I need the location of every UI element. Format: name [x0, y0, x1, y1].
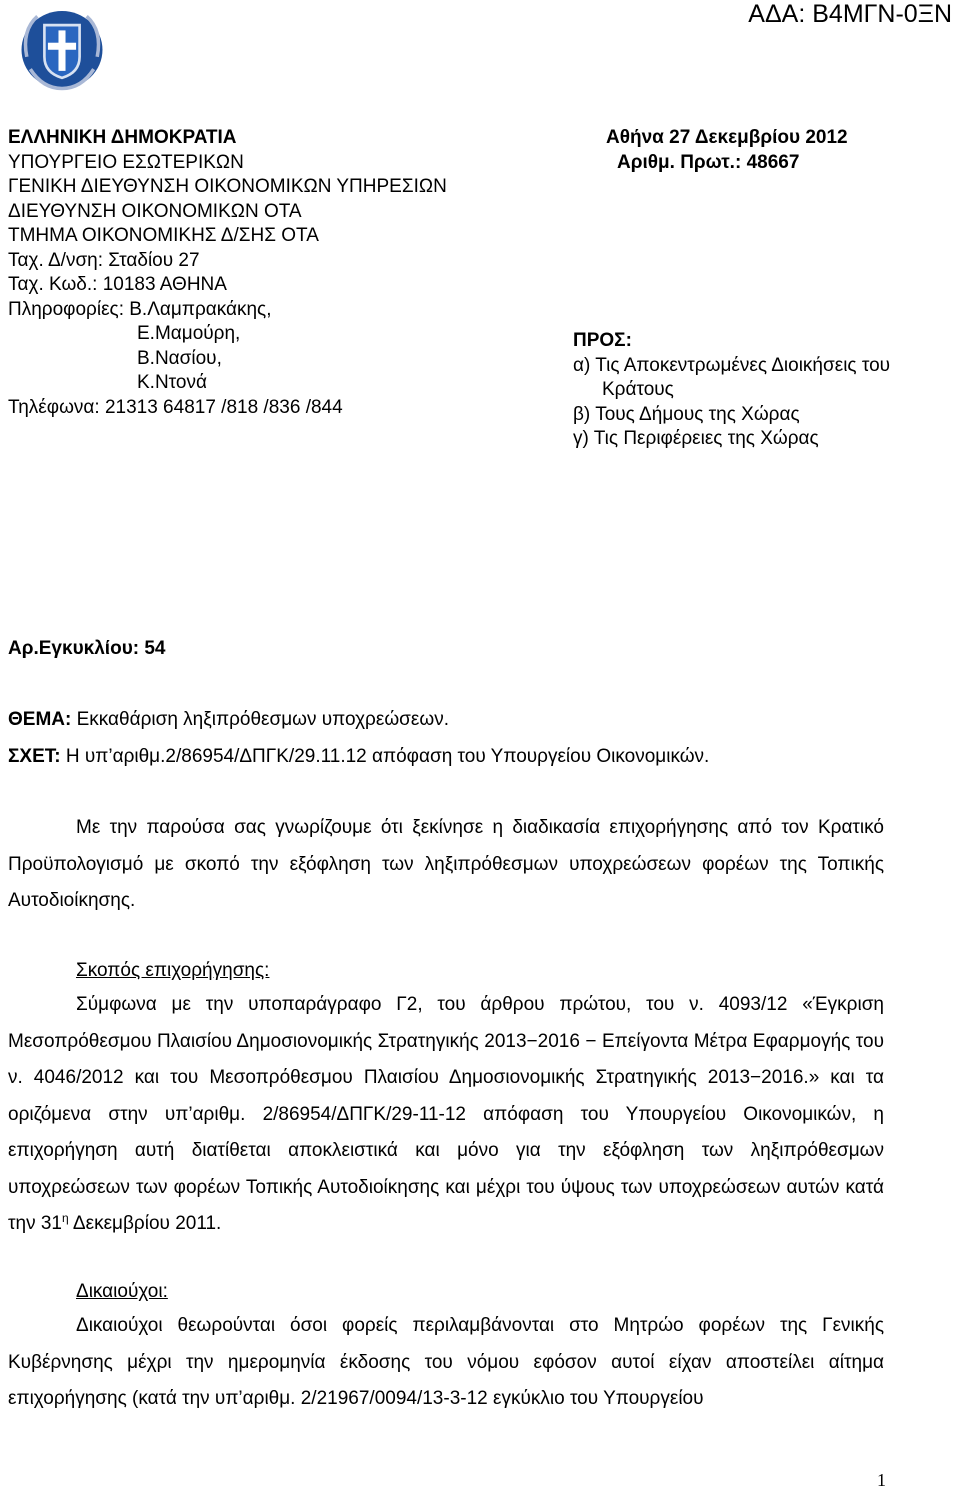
sender-directorate: ΔΙΕΥΘΥΝΣΗ ΟΙΚΟΝΟΜΙΚΩΝ ΟΤΑ [8, 200, 302, 222]
recipients-label: ΠΡΟΣ: [573, 330, 632, 351]
purpose-paragraph [8, 987, 884, 1243]
intro-paragraph [8, 810, 884, 920]
subject-label: ΘΕΜΑ: [8, 709, 72, 730]
sender-republic: ΕΛΛΗΝΙΚΗ ΔΗΜΟΚΡΑΤΙΑ [8, 127, 237, 148]
greek-coat-of-arms-icon [18, 4, 106, 92]
recipient-c: γ) Τις Περιφέρειες της Χώρας [573, 428, 819, 449]
intro-text: Με την παρούσα σας γνωρίζουμε ότι ξεκίνησε η διαδικασία επιχορήγησης από τον Κρατικό Προϋπολογισμό με σκοπό την εξόφληση των ληξιπρόθεσμων υποχρεώσεων φορέων της Τοπικής Αυτοδιοίκησης. [8, 817, 884, 911]
purpose-tail: Δεκεμβρίου 2011. [68, 1213, 222, 1234]
related-label: ΣΧΕΤ: [8, 745, 61, 767]
subject-block [8, 708, 709, 769]
ada-code: ΑΔΑ: Β4ΜΓΝ-0ΞΝ [748, 0, 952, 28]
subject-text: Εκκαθάριση ληξιπρόθεσμων υποχρεώσεων. [71, 709, 449, 730]
sender-gen-directorate: ΓΕΝΙΚΗ ΔΙΕΥΘΥΝΣΗ ΟΙΚΟΝΟΜΙΚΩΝ ΥΠΗΡΕΣΙΩΝ [8, 176, 447, 197]
sender-info-4: Κ.Ντονά [137, 372, 207, 393]
recipient-a-line2: Κράτους [602, 379, 674, 400]
related-text: Η υπ’αριθμ.2/86954/ΔΠΓΚ/29.11.12 απόφαση του Υπουργείου Οικονομικών. [60, 745, 710, 767]
sender-info-label: Πληροφορίες: Β.Λαμπρακάκης, [8, 298, 272, 320]
purpose-text: Σύμφωνα με την υποπαράγραφο Γ2, του άρθρου πρώτου, του ν. 4093/12 «Έγκριση Μεσοπρόθεσμου Πλαισίου Δημοσιονομικής Στρατηγικής 2013−2016 − Επείγοντα Μέτρα Εφαρμογής του ν. 4046/2012 και του Μεσοπρόθεσμου Πλαισίου Δημοσιονομικής Στρατηγικής 2013−2016.» και τα οριζόμενα στην υπ’αριθμ. 2/86954/ΔΠΓΚ/29-11-12 απόφαση του Υπουργείου Οικονομικών, η επιχορήγηση αυτή διατίθεται αποκλειστικά και μόνο για την εξόφληση των ληξιπρόθεσμων υποχρεώσεων των φορέων Τοπικής Αυτοδιοίκησης και μέχρι του ύψους των υποχρεώσεων αυτών κατά την 31 [8, 994, 884, 1234]
page-number: 1 [877, 1470, 886, 1490]
sender-info-2: Ε.Μαμούρη, [137, 323, 241, 344]
subject-line [8, 708, 709, 733]
recipient-a-line1: α) Τις Αποκεντρωμένες Διοικήσεις του [573, 354, 891, 376]
purpose-sup: η [62, 1211, 69, 1225]
purpose-heading: Σκοπός επιχορήγησης: [76, 960, 270, 981]
sender-info-3: Β.Νασίου, [137, 347, 222, 369]
protocol-number: Αριθμ. Πρωτ.: 48667 [617, 151, 800, 173]
related-line [8, 745, 709, 770]
document-date: Αθήνα 27 Δεκεμβρίου 2012 [606, 127, 848, 148]
header-right [606, 126, 848, 175]
beneficiaries-paragraph [8, 1308, 884, 1418]
beneficiaries-heading: Δικαιούχοι: [76, 1281, 168, 1302]
recipient-b: β) Τους Δήμους της Χώρας [573, 403, 800, 425]
sender-ministry: ΥΠΟΥΡΓΕΙΟ ΕΣΩΤΕΡΙΚΩΝ [8, 151, 244, 173]
recipients-block [573, 329, 890, 452]
sender-department: ΤΜΗΜΑ ΟΙΚΟΝΟΜΙΚΗΣ Δ/ΣΗΣ ΟΤΑ [8, 225, 319, 246]
beneficiaries-text: Δικαιούχοι θεωρούνται όσοι φορείς περιλαμβάνονται στο Μητρώο φορέων της Γενικής Κυβέρνησης μέχρι την ημερομηνία έκδοσης του νόμου εφόσον αυτοί είχαν αποστείλει αίτημα επιχορήγησης (κατά την υπ’αριθμ. 2/21967/0094/13-3-12 εγκύκλιο του Υπουργείου [8, 1315, 884, 1409]
circular-number: Αρ.Εγκυκλίου: 54 [8, 638, 166, 659]
sender-phones: Τηλέφωνα: 21313 64817 /818 /836 /844 [8, 396, 343, 418]
sender-address: Ταχ. Δ/νση: Σταδίου 27 [8, 249, 200, 271]
sender-postcode: Ταχ. Κωδ.: 10183 ΑΘΗΝΑ [8, 274, 227, 295]
sender-block [8, 126, 447, 420]
